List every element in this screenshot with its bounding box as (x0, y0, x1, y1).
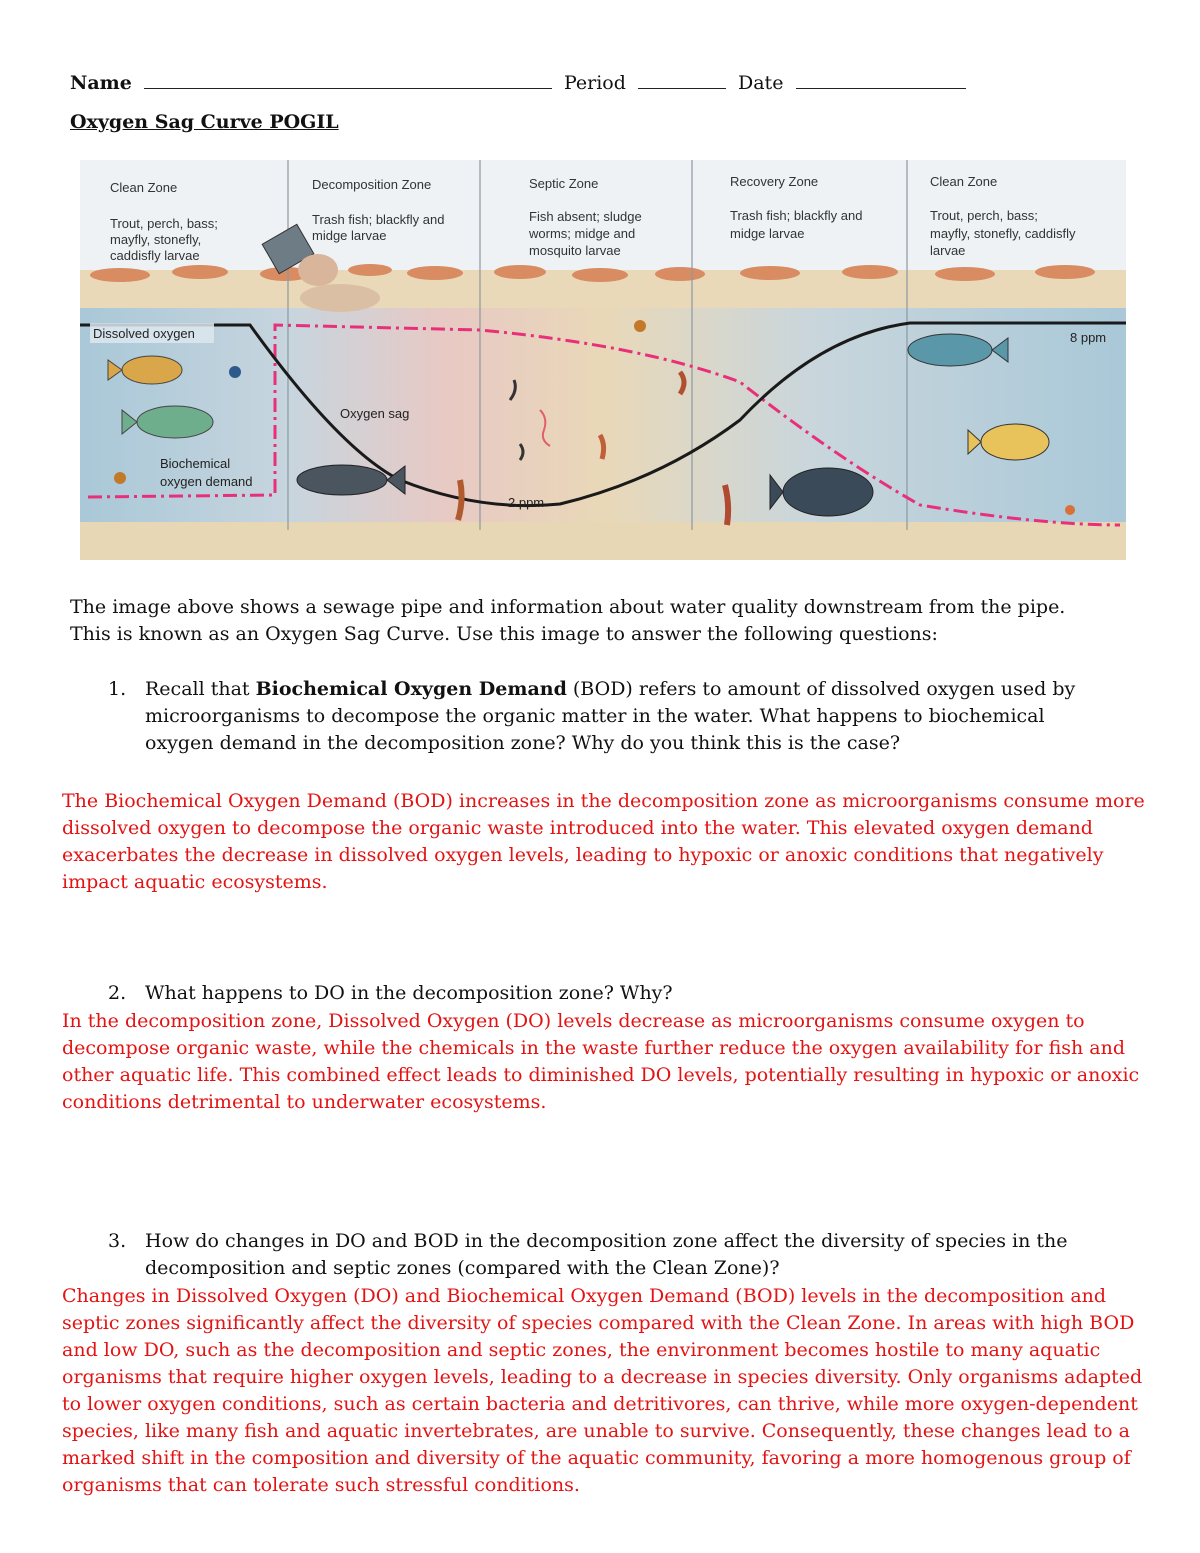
question-2-number: 2. (108, 982, 127, 1004)
name-label: Name (70, 72, 132, 94)
zone-1-desc2: mayfly, stonefly, (110, 232, 202, 247)
question-3-number: 3. (108, 1230, 127, 1252)
label-2ppm: 2 ppm (508, 495, 545, 510)
zone-1-name: Clean Zone (110, 180, 178, 195)
zone-2-desc2: midge larvae (312, 228, 387, 243)
stonefly-icon (114, 472, 126, 484)
zone-2-name: Decomposition Zone (312, 177, 432, 192)
zone-1-desc3: caddisfly larvae (110, 248, 200, 263)
question-3 (108, 1228, 1118, 1282)
answer-2: In the decomposition zone, Dissolved Oxygen (DO) levels decrease as microorganisms consume oxygen to decompose organic waste, while the chemicals in the waste further reduce the oxygen availability for fish and other aquatic life. This combined effect leads to diminished DO levels, potentially resulting in hypoxic or anoxic conditions detrimental to underwater ecosystems. (62, 1010, 1140, 1113)
period-field[interactable] (638, 86, 726, 89)
fish-perch-icon (122, 356, 182, 384)
header-fields (70, 72, 972, 94)
date-field[interactable] (796, 86, 966, 89)
label-bod-1: Biochemical (160, 456, 231, 471)
zone-3-desc1: Fish absent; sludge (529, 209, 642, 224)
larva-2-icon (458, 480, 462, 520)
zone-4-name: Recovery Zone (730, 174, 819, 189)
answer-1: The Biochemical Oxygen Demand (BOD) increases in the decomposition zone as microorganisms consume more dissolved oxygen to decompose the organic waste introduced into the water. This elevated oxygen demand exacerbates the decrease in dissolved oxygen levels, leading to hypoxic or anoxic conditions that negatively impact aquatic ecosystems. (62, 790, 1145, 893)
zone-4-desc2: midge larvae (730, 226, 805, 241)
intro-line-1: The image above shows a sewage pipe and information about water quality downstream from the pipe. (70, 596, 1066, 618)
zone-3-desc2: worms; midge and (529, 226, 636, 241)
date-label: Date (738, 72, 784, 94)
midge-icon (634, 320, 646, 332)
zone-5-desc1: Trout, perch, bass; (930, 208, 1038, 223)
name-field[interactable] (144, 86, 552, 89)
period-label: Period (563, 72, 626, 94)
fish-trout-icon (908, 334, 992, 366)
question-1-post: (BOD) refers to amount of dissolved oxygen used by microorganisms to decompose the organic matter in the water. What happens to biochemical oxygen demand in the decomposition zone? Why do you think this is the case? (145, 678, 1076, 754)
label-8ppm: 8 ppm (1070, 330, 1107, 345)
mayfly-icon (229, 366, 241, 378)
question-3-text: How do changes in DO and BOD in the decomposition zone affect the diversity of species in the decomposition and septic zones (compared with the Clean Zone)? (145, 1230, 1068, 1279)
question-2 (108, 980, 1118, 1007)
question-1-pre: Recall that (145, 678, 256, 700)
label-bod-2: oxygen demand (160, 474, 253, 489)
zone-5-desc2: mayfly, stonefly, caddisfly (930, 226, 1076, 241)
oxygen-sag-diagram (80, 160, 1126, 560)
zone-5-name: Clean Zone (930, 174, 998, 189)
intro-line-2: This is known as an Oxygen Sag Curve. Use this image to answer the following questions: (70, 623, 938, 645)
label-oxygen-sag: Oxygen sag (340, 406, 410, 421)
question-1 (108, 676, 1118, 757)
zone-1-desc1: Trout, perch, bass; (110, 216, 218, 231)
zone-5-desc3: larvae (930, 243, 966, 258)
zone-3-name: Septic Zone (529, 176, 599, 191)
fish-perch-2-icon (981, 424, 1049, 460)
fish-catfish-icon (297, 465, 387, 495)
oxygen-sag-figure (80, 160, 1126, 560)
fish-carp-icon (783, 468, 873, 516)
question-1-number: 1. (108, 678, 127, 700)
page-title: Oxygen Sag Curve POGIL (70, 111, 339, 133)
zone-3-desc3: mosquito larvae (529, 243, 621, 258)
zone-2-desc1: Trash fish; blackfly and (312, 212, 445, 227)
larva-3-icon (725, 485, 728, 525)
label-dissolved-oxygen: Dissolved oxygen (93, 326, 195, 341)
fish-bass-icon (137, 406, 213, 438)
zone-4-desc1: Trash fish; blackfly and (730, 208, 863, 223)
question-2-text: What happens to DO in the decomposition zone? Why? (145, 982, 673, 1004)
question-1-bold-term: Biochemical Oxygen Demand (255, 678, 567, 700)
question-1-text (145, 676, 1118, 757)
shrimp-icon (1065, 505, 1075, 515)
river-bottom (80, 522, 1126, 560)
answer-3: Changes in Dissolved Oxygen (DO) and Biochemical Oxygen Demand (BOD) levels in the decomposition and septic zones significantly affect the diversity of species compared with the Clean Zone. In areas with high BOD and low DO, such as the decomposition and septic zones, the environment becomes hostile to many aquatic organisms that require higher oxygen levels, leading to a decrease in species diversity. Only organisms adapted to lower oxygen conditions, such as certain bacteria and detritivores, can thrive, while more oxygen-dependent species, like many fish and aquatic invertebrates, are unable to survive. Consequently, these changes lead to a marked shift in the composition and diversity of the aquatic community, favoring a more homogenous group of organisms that can tolerate such stressful conditions. (62, 1285, 1143, 1496)
intro-paragraph (70, 594, 1150, 648)
